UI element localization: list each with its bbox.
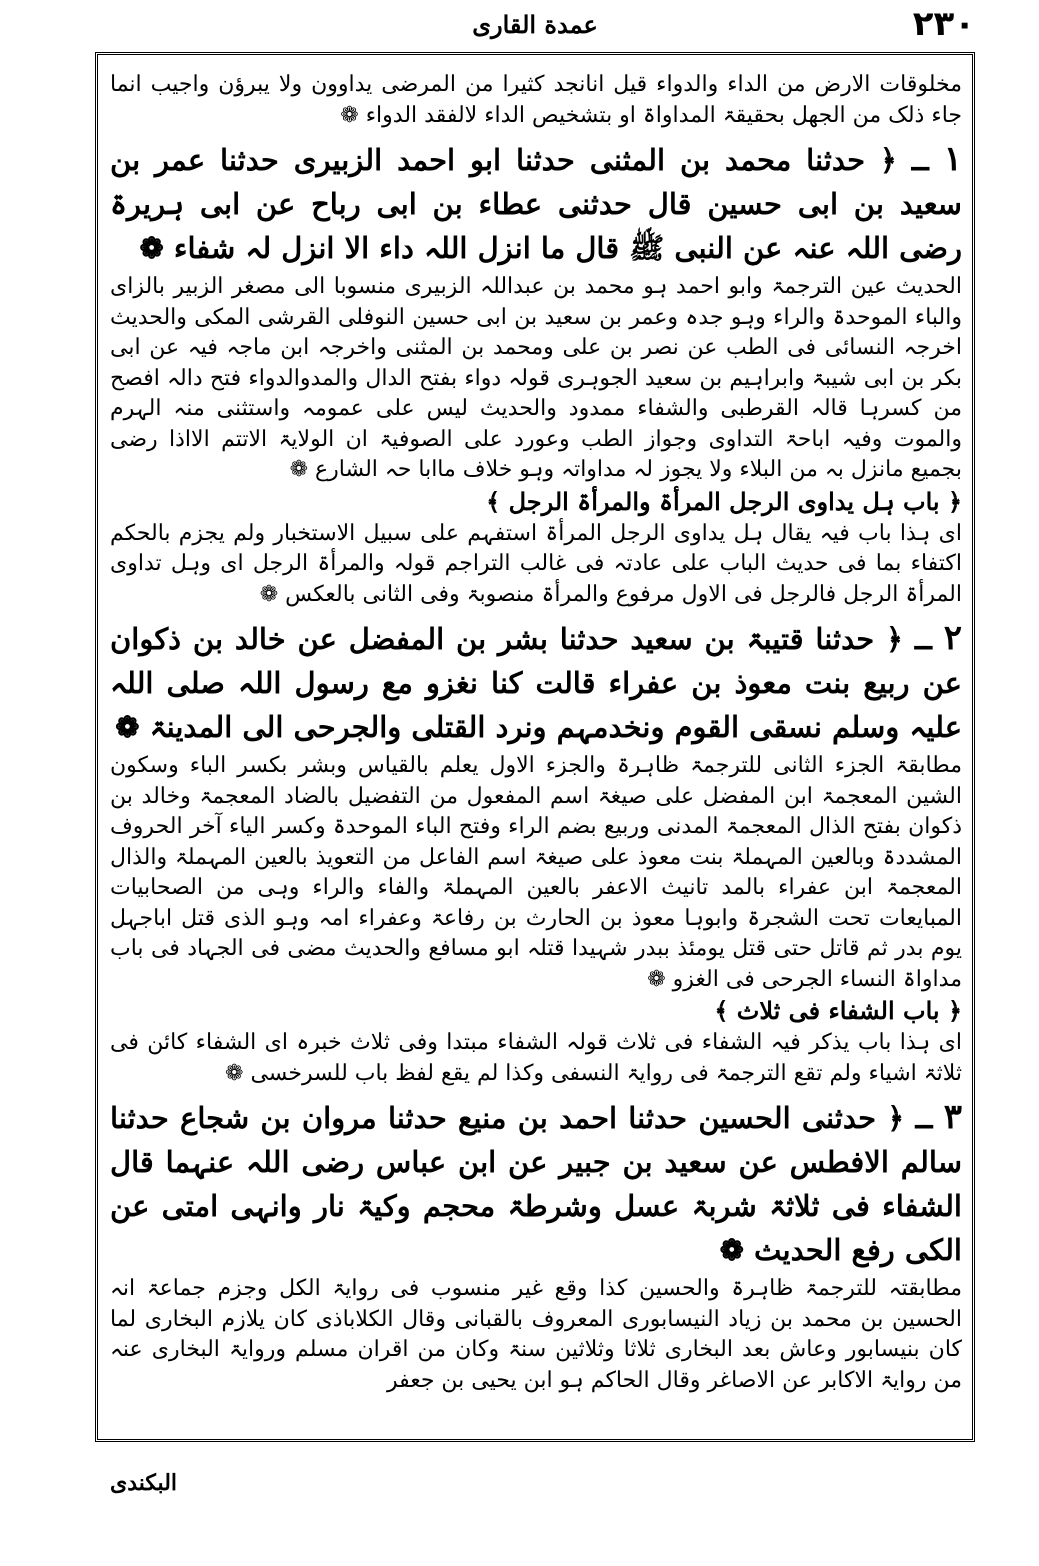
page-number: ۲۳۰ [912,4,975,44]
intro-paragraph: مخلوقات الارض من الداء والدواء قیل انانجد کثیرا من المرضی یداوون ولا یبرؤن واجیب انما جاء ذلک من الجهل بحقیقۃ المداواۃ او بتشخیص الداء لالفقد الدواء ❁ [110,72,962,128]
hadith-2 [110,616,962,749]
chapter-heading-2 [110,995,962,1028]
running-title: عمدة القاری [472,10,598,39]
hadith-number: ۱ [943,139,962,179]
hadith-body: حدثنی عطاء بن ابی رباح عن ابی ہریرۃ رضی اللہ عنہ عن النبی ﷺ قال ما انزل اللہ داء الا انزل لہ شفاء ❁ [110,187,962,265]
commentary-paragraph: ای ہذا باب یذکر فیہ الشفاء فی ثلاث قولہ الشفاء مبتدا وفی ثلاث خبرہ ای الشفاء کائن فی ثلاثۃ اشیاء ولم تقع الترجمۃ فی روایۃ النسفی وکذا لم یقع لفظ باب للسرخسی ❁ [110,1030,962,1086]
commentary-paragraph: مطابقۃ الجزء الثانی للترجمۃ ظاہرۃ والجزء الاول یعلم بالقیاس وبشر بکسر الباء وسکون الشین المعجمۃ ابن المفضل علی صیغۃ اسم المفعول من التفضیل بالضاد المعجمۃ وخالد بن ذکوان بفتح الذال المعجمۃ المدنی وربیع بضم الراء وفتح الباء الموحدۃ وکسر الیاء آخر الحروف المشددۃ وبالعین المہملۃ بنت معوذ علی صیغۃ اسم الفاعل من التعویذ بالعین المہملۃ والذال المعجمۃ ابن عفراء بالمد تانیث الاعفر بالعین المہملۃ والفاء والراء وہی من الصحابیات المبایعات تحت الشجرۃ وابوہا معوذ بن الحارث بن رفاعۃ وعفراء امہ وہو الذی قتل اباجہل یوم بدر ثم قاتل حتی قتل یومئذ ببدر شہیدا قتلہ ابو مسافع والحدیث مضی فی الجہاد فی باب مداواۃ النساء الجرحی فی الغزو ❁ [110,753,962,992]
hadith-3 [110,1095,962,1272]
text-block [110,70,962,1396]
chapter-title: ﴿ باب الشفاء فی ثلاث ﴾ [714,996,962,1025]
hadith-number: ۲ [943,618,962,658]
hadith-chain: ــ ﴿ حدثنا محمد بن المثنی حدثنا ابو احمد الزبیری حدثنا عمر بن سعید بن ابی حسین قال [110,143,962,221]
hadith-body: بنت معوذ بن عفراء قالت کنا نغزو مع رسول اللہ صلی اللہ علیہ وسلم نسقی القوم ونخدمہم ونرد القتلی والجرحی الی المدینۃ ❁ [110,666,962,744]
catchword: البکندی [110,1470,178,1496]
hadith-body: الافطس عن سعید بن جبیر عن ابن عباس رضی اللہ عنہما قال الشفاء فی ثلاثۃ شربۃ عسل وشرطۃ محجم وکیۃ نار وانہی امتی عن الکی رفع الحدیث ❁ [110,1145,962,1267]
commentary-paragraph: ای ہذا باب فیہ یقال ہل یداوی الرجل المرأۃ استفہم علی سبیل الاستخبار ولم یجزم بالحکم اکتفاء بما فی حدیث الباب علی عادتہ فی غالب التراجم قولہ والمرأۃ الرجل ای وہل تداوی المرأۃ الرجل فالرجل فی الاول مرفوع والمرأۃ منصوبۃ وفی الثانی بالعکس ❁ [110,520,962,607]
chapter-heading-1 [110,486,962,519]
hadith-number: ۳ [943,1097,962,1137]
commentary-paragraph: مطابقتہ للترجمۃ ظاہرۃ والحسین کذا وقع غیر منسوب فی روایۃ الکل وجزم جماعۃ انہ الحسین بن محمد بن زیاد النیسابوری المعروف بالقبانی وقال الکلاباذی کان یلازم البخاری لما کان بنیسابور وعاش بعد البخاری ثلاثا وثلاثین سنۃ وکان من اقران مسلم وروایۃ البخاری عنہ من روایۃ الاکابر عن الاصاغر وقال الحاکم ہو ابن یحیی بن جعفر [110,1276,962,1393]
hadith-chain: ــ ﴿ حدثنا قتیبۃ بن سعید حدثنا بشر بن المفضل عن خالد بن ذکوان عن ربیع [110,622,962,700]
chapter-title: ﴿ باب ہل یداوی الرجل المرأۃ والمرأۃ الرجل ﴾ [486,486,962,516]
commentary-paragraph: الحدیث عین الترجمۃ وابو احمد ہو محمد بن عبداللہ الزبیری منسوبا الی مصغر الزبیر بالزای والباء الموحدۃ والراء وہو جدہ وعمر بن سعید بن ابی حسین النوفلی القرشی المکی والحدیث اخرجہ النسائی فی الطب عن نصر بن علی ومحمد بن المثنی واخرجہ ابن ماجہ فیہ عن ابی بکر بن ابی شیبۃ وابراہیم بن سعید الجوہری قولہ دواء بفتح الدال والمدوالدواء فتح دالہ افصح من کسرہا قالہ القرطبی والشفاء ممدود والحدیث لیس علی عمومہ واستثنی منہ الہرم والموت وفیہ اباحۃ التداوی وجواز الطب وعورد علی الصوفیۃ ان الولایۃ الاتتم الااذا رضی بجمیع مانزل بہ من البلاء ولا یجوز لہ مداواتہ وہو خلاف ماابا حہ الشارع ❁ [110,274,962,482]
hadith-chain: ــ ﴿ حدثنی الحسین حدثنا احمد بن منیع حدثنا مروان بن شجاع حدثنا سالم [110,1101,962,1179]
hadith-1 [110,137,962,270]
page-header [95,4,975,46]
